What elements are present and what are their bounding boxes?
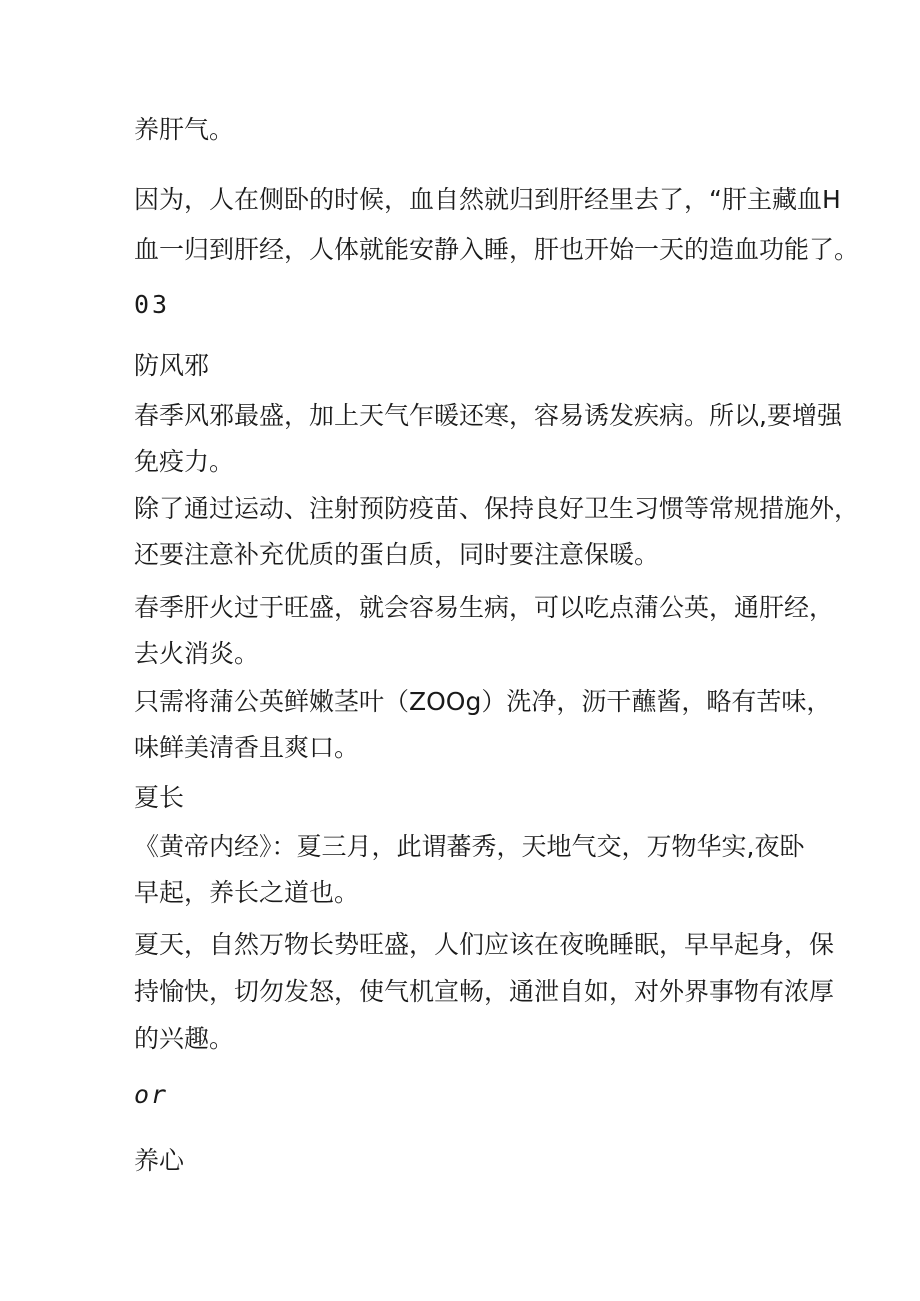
- section-number-03: 03: [134, 290, 171, 319]
- text-line-protein-warmth: 还要注意补充优质的蛋白质，同时要注意保暖。: [134, 540, 660, 569]
- text-line-yang-gan-qi: 养肝气。: [134, 115, 235, 144]
- text-line-rise-early: 早起，养长之道也。: [134, 878, 360, 907]
- text-line-huangdi-neijing: 《黄帝内经》：夏三月，此谓蕃秀，天地气交，万物华实,夜卧: [134, 832, 805, 861]
- text-line-summer-growth: 夏天，自然万物长势旺盛，人们应该在夜晚睡眠，早早起身，保: [134, 930, 835, 959]
- text-line-immunity: 免疫力。: [134, 447, 235, 476]
- heading-fang-feng-xie: 防风邪: [134, 351, 210, 380]
- text-line-exercise-vaccine: 除了通过运动、注射预防疫苗、保持良好卫生习惯等常规措施外，: [134, 494, 860, 523]
- heading-yang-xin: 养心: [134, 1146, 185, 1175]
- text-line-dandelion-recipe: 只需将蒲公英鲜嫩茎叶（ZOOg）洗净，沥干蘸酱，略有苦味，: [134, 687, 832, 716]
- text-line-stay-happy: 持愉快，切勿发怒，使气机宣畅，通泄自如，对外界事物有浓厚: [134, 977, 835, 1006]
- text-line-spring-wind: 春季风邪最盛，加上天气乍暖还寒，容易诱发疾病。所以,要增强: [134, 401, 842, 430]
- text-line-liver-fire: 春季肝火过于旺盛，就会容易生病，可以吃点蒲公英，通肝经，: [134, 593, 835, 622]
- heading-xia-zhang: 夏长: [134, 783, 185, 812]
- text-line-interest: 的兴趣。: [134, 1024, 235, 1053]
- text-line-or: or: [134, 1080, 169, 1109]
- text-line-side-sleep: 因为，人在侧卧的时候，血自然就归到肝经里去了，“肝主藏血H: [134, 185, 841, 214]
- text-line-blood-to-liver: 血一归到肝经，人体就能安静入睡，肝也开始一天的造血功能了。: [134, 235, 860, 264]
- text-line-fresh-taste: 味鲜美清香且爽口。: [134, 733, 360, 762]
- text-line-reduce-heat: 去火消炎。: [134, 639, 260, 668]
